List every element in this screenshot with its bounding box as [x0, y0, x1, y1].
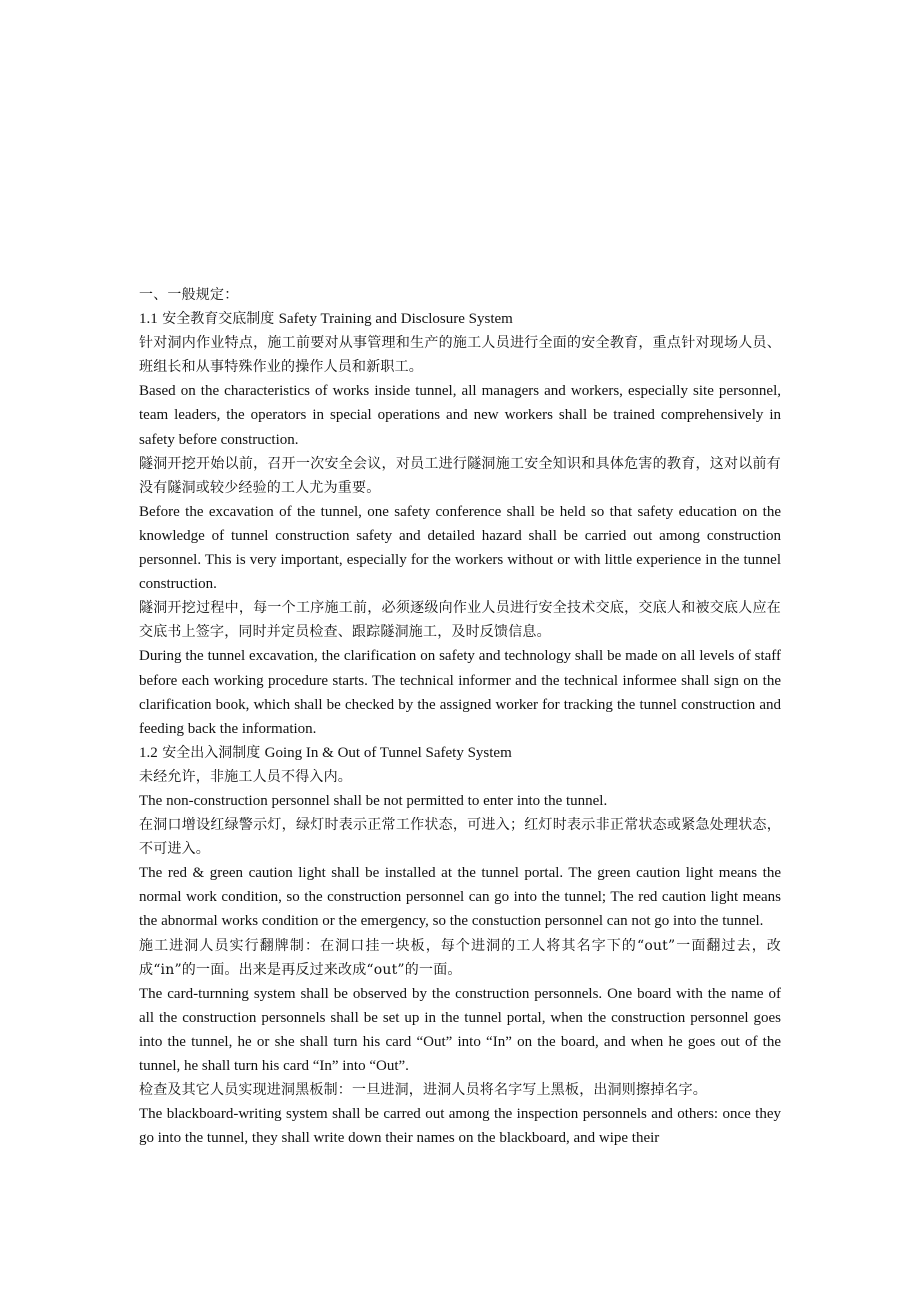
paragraph-en: The card-turnning system shall be observed by the construction personnels. One board with the name of all the construction personnels shall be set up in the tunnel portal, when the construction personnel goes into the tunnel, he or she shall turn his card “Out” into “In” on the board, and when he goes out of the tunnel, he shall turn his card “In” into “Out”.	[139, 985, 781, 1074]
section-title: 一、一般规定：	[139, 287, 239, 303]
heading-en: Safety Training and Disclosure System	[278, 311, 513, 328]
paragraph-zh: 未经允许，非施工人员不得入内。	[139, 768, 352, 785]
paragraph-en: Before the excavation of the tunnel, one safety conference shall be held so that safety education on the knowledge of tunnel construction safety and detailed hazard shall be carried out among construction personnel. This is very important, especially for the workers without or with little experience in the tunnel construction.	[139, 503, 781, 593]
document-page	[139, 283, 781, 1150]
heading-zh: 安全教育交底制度	[162, 311, 275, 328]
paragraph-en: The red & green caution light shall be installed at the tunnel portal. The green caution light means the normal work condition, so the construction personnel can go into the tunnel; The red caution light means the abnormal works condition or the emergency, so the constuction personnel can not go into the tunnel.	[139, 865, 781, 930]
paragraph-zh: 隧洞开挖开始以前，召开一次安全会议，对员工进行隧洞施工安全知识和具体危害的教育，这对以前有没有隧洞或较少经验的工人尤为重要。	[139, 455, 781, 496]
paragraph-zh: 针对洞内作业特点，施工前要对从事管理和生产的施工人员进行全面的安全教育，重点针对现场人员、班组长和从事特殊作业的操作人员和新职工。	[139, 335, 781, 376]
paragraph-zh: 施工进洞人员实行翻牌制：在洞口挂一块板，每个进洞的工人将其名字下的“out”一面翻过去，改成“in”的一面。出来是再反过来改成“out”的一面。	[139, 937, 781, 978]
paragraph-en: During the tunnel excavation, the clarification on safety and technology shall be made on all levels of staff before each working procedure starts. The technical informer and the technical informee shall sign on the clarification book, which shall be checked by the assigned worker for tracking the tunnel construction and feeding back the information.	[139, 648, 781, 737]
paragraph-en: Based on the characteristics of works inside tunnel, all managers and workers, especially site personnel, team leaders, the operators in special operations and new workers shall be trained comprehensively in safety before construction.	[139, 383, 781, 448]
paragraph-en: The blackboard-writing system shall be carred out among the inspection personnels and others: once they go into the tunnel, they shall write down their names on the blackboard, and wipe their	[139, 1106, 781, 1147]
paragraph-zh: 在洞口增设红绿警示灯，绿灯时表示正常工作状态，可进入；红灯时表示非正常状态或紧急处理状态，不可进入。	[139, 817, 781, 858]
paragraph-zh: 检查及其它人员实现进洞黑板制：一旦进洞，进洞人员将名字写上黑板，出洞则擦掉名字。	[139, 1082, 707, 1099]
section-heading-1-2	[139, 741, 781, 765]
paragraph-zh: 隧洞开挖过程中，每一个工序施工前，必须逐级向作业人员进行安全技术交底，交底人和被交底人应在交底书上签字，同时并定员检查、跟踪隧洞施工，及时反馈信息。	[139, 600, 781, 641]
heading-number: 1.1	[139, 311, 158, 328]
heading-en: Going In & Out of Tunnel Safety System	[264, 744, 512, 761]
section-heading-1-1	[139, 307, 781, 331]
heading-zh: 安全出入洞制度	[162, 744, 261, 761]
heading-number: 1.2	[139, 744, 158, 761]
paragraph-en: The non-construction personnel shall be not permitted to enter into the tunnel.	[139, 792, 608, 809]
